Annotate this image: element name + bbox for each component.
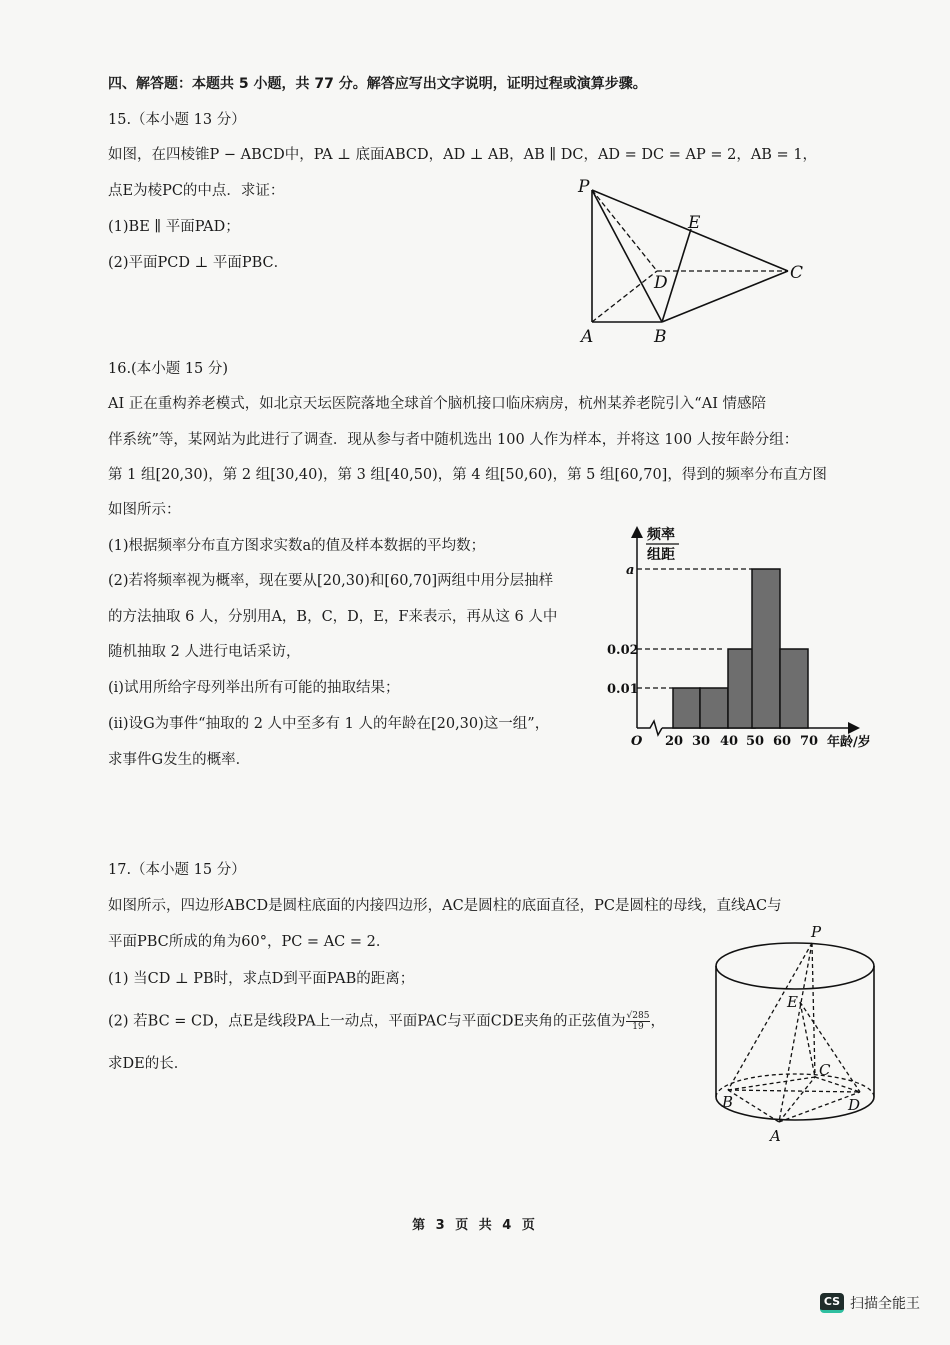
watermark-text: 扫描全能王 [850, 1296, 920, 1312]
scanner-watermark [820, 1293, 920, 1313]
sine-value-fraction [626, 1011, 651, 1032]
q16-part1: (1)根据频率分布直方图求实数a的值及样本数据的平均数； [108, 538, 486, 554]
frac-numerator: √285 [626, 1011, 650, 1021]
q17-cylinder-figure [700, 915, 890, 1155]
label-C: C [790, 263, 804, 283]
q15-part1: (1)BE ∥ 平面PAD； [108, 219, 240, 235]
q16-sub-ii-line1: (ii)设G为事件“抽取的 2 人中至多有 1 人的年龄在[20,30)这一组”， [108, 716, 550, 732]
label-P: P [811, 923, 822, 941]
label-D: D [654, 273, 668, 293]
label-P: P [578, 177, 590, 197]
label-A: A [770, 1127, 781, 1145]
q15-pyramid-figure [570, 170, 820, 350]
frac-denominator: 19 [632, 1022, 644, 1032]
q16-sub-i: (i)试用所给字母列举出所有可能的抽取结果； [108, 680, 400, 696]
section-title: 四、解答题：本题共 5 小题，共 77 分。解答应写出文字说明，证明过程或演算步骤。 [108, 76, 647, 92]
frequency-histogram [595, 515, 890, 760]
q16-part2-line3: 随机抽取 2 人进行电话采访， [108, 644, 301, 660]
q17-part2-line2: 求DE的长． [108, 1056, 189, 1072]
q17-stem-line1: 如图所示，四边形ABCD是圆柱底面的内接四边形，AC是圆柱的底面直径，PC是圆柱的母线，直线AC与 [108, 898, 782, 914]
label-B: B [722, 1093, 734, 1111]
x-tick-40: 40 [720, 734, 739, 749]
x-tick-70: 70 [800, 734, 819, 749]
x-tick-30: 30 [692, 734, 711, 749]
label-C: C [819, 1061, 831, 1079]
q16-stem-line3: 第 1 组[20,30)，第 2 组[30,40)，第 3 组[40,50)，第 4 组[50,60)，第 5 组[60,70]，得到的频率分布直方图 [108, 467, 827, 483]
label-A: A [581, 327, 594, 347]
q16-stem-line2: 伴系统”等，某网站为此进行了调查．现从参与者中随机选出 100 人作为样本，并将这 100 人按年龄分组： [108, 432, 799, 448]
q16-part2-line2: 的方法抽取 6 人，分别用A，B，C，D，E，F来表示，再从这 6 人中 [108, 609, 558, 625]
q17-stem-line2: 平面PBC所成的角为60°，PC = AC = 2． [108, 934, 391, 950]
x-tick-20: 20 [665, 734, 684, 749]
q17-part1: (1) 当CD ⊥ PB时，求点D到平面PAB的距离； [108, 971, 415, 987]
x-tick-50: 50 [746, 734, 765, 749]
y-tick-a: a [626, 563, 635, 578]
camscanner-logo-icon: CS [820, 1293, 844, 1313]
q17-header: 17.（本小题 15 分） [108, 862, 246, 878]
q15-header: 15.（本小题 13 分） [108, 112, 246, 128]
q16-stem-line1: AI 正在重构养老模式，如北京天坛医院落地全球首个脑机接口临床病房，杭州某养老院引入“AI 情感陪 [108, 396, 767, 412]
q15-stem-line1: 如图，在四棱锥P − ABCD中，PA ⊥ 底面ABCD，AD ⊥ AB，AB ∥ DC，AD = DC = AP = 2，AB = 1， [108, 147, 818, 163]
q16-stem-line4: 如图所示： [108, 502, 181, 518]
q16-header: 16.(本小题 15 分) [108, 361, 229, 377]
q15-part2: (2)平面PCD ⊥ 平面PBC． [108, 255, 289, 271]
label-E: E [787, 993, 798, 1011]
page-number: 第 3 页 共 4 页 [412, 1218, 538, 1233]
y-tick-001: 0.01 [607, 682, 639, 697]
q16-sub-ii-line2: 求事件G发生的概率． [108, 752, 251, 768]
y-label-den: 组距 [647, 547, 675, 563]
q17-part2-prefix: (2) 若BC = CD，点E是线段PA上一动点，平面PAC与平面CDE夹角的正弦值为 [108, 1013, 626, 1030]
y-label-num: 频率 [647, 527, 675, 543]
x-axis-label: 年龄/岁 [827, 735, 871, 750]
label-B: B [654, 327, 667, 347]
q16-part2-line1: (2)若将频率视为概率，现在要从[20,30)和[60,70]两组中用分层抽样 [108, 573, 554, 589]
label-E: E [688, 213, 701, 233]
y-tick-002: 0.02 [607, 643, 639, 658]
x-tick-60: 60 [773, 734, 792, 749]
q15-stem-line2: 点E为棱PC的中点．求证： [108, 183, 285, 199]
q17-part2 [108, 1011, 665, 1032]
label-D: D [848, 1096, 861, 1114]
q17-part2-suffix: ， [650, 1013, 665, 1030]
origin-label: O [631, 734, 643, 749]
